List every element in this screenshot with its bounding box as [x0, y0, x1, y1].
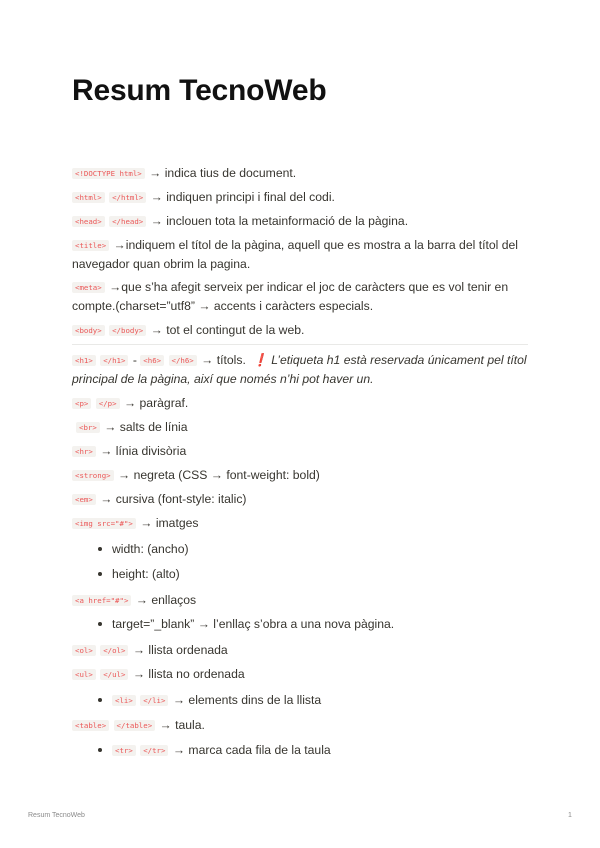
code-tag: <title> [72, 240, 109, 251]
code-tag: <hr> [72, 446, 96, 457]
code-tag: <html> [72, 192, 105, 203]
code-tag: </ol> [100, 645, 128, 656]
list-item: <ol> </ol> → llista ordenada [72, 641, 528, 660]
list-item: <ul> </ul> → llista no ordenada [72, 665, 528, 684]
list-item: <p> </p> → paràgraf. [72, 394, 528, 413]
list-item: <html> </html> → indiquen principi i final del codi. [72, 188, 528, 207]
list-item: <h1> </h1> - <h6> </h6> → títols. ❗ L’etiqueta h1 està reservada únicament pel títol principal de la pàgina, així que només n’hi pot haver un. [72, 353, 527, 386]
warning-icon: ❗ [252, 353, 268, 367]
code-tag: </body> [109, 325, 146, 336]
code-tag: <body> [72, 325, 105, 336]
code-tag: <!DOCTYPE html> [72, 168, 145, 179]
code-tag: </head> [109, 216, 146, 227]
code-tag: <h6> [140, 355, 164, 366]
divider [72, 344, 528, 345]
footer-title: Resum TecnoWeb [28, 812, 85, 819]
list-item: <a href="#"> → enllaços [72, 591, 528, 610]
list-item: <strong> → negreta (CSS → font-weight: bold) [72, 466, 528, 485]
bullet-item: target=”_blank” → l’enllaç s’obra a una nova pàgina. [112, 615, 528, 634]
code-tag: </tr> [140, 745, 168, 756]
bullet-item: <li> </li> → elements dins de la llista [112, 691, 528, 710]
code-tag: <meta> [72, 282, 105, 293]
code-tag: </table> [114, 720, 156, 731]
code-tag: <head> [72, 216, 105, 227]
page-number: 1 [568, 812, 572, 819]
code-tag: <h1> [72, 355, 96, 366]
list-item: <body> </body> → tot el contingut de la web. [72, 321, 528, 340]
list-item: <hr> → línia divisòria [72, 442, 528, 461]
code-tag: <br> [76, 422, 100, 433]
list-item: <img src="#"> → imatges [72, 514, 528, 533]
code-tag: <img src="#"> [72, 518, 136, 529]
code-tag: <strong> [72, 470, 114, 481]
list-item: <br> → salts de línia [76, 418, 532, 437]
code-tag: <ul> [72, 669, 96, 680]
code-tag: <li> [112, 695, 136, 706]
page-title: Resum TecnoWeb [72, 74, 327, 107]
note-text: L’etiqueta h1 està reservada únicament pel títol principal de la pàgina, així que només n’hi pot haver un. [72, 353, 527, 386]
bullet-item: <tr> </tr> → marca cada fila de la taula [112, 741, 528, 760]
code-tag: </h1> [100, 355, 128, 366]
list-item: <title> →indiquem el títol de la pàgina, aquell que es mostra a la barra del títol del navegador quan obrim la pagina. [72, 238, 519, 271]
code-tag: </html> [109, 192, 146, 203]
code-tag: <tr> [112, 745, 136, 756]
list-item: <head> </head> → inclouen tota la metainformació de la pàgina. [72, 212, 528, 231]
code-tag: <table> [72, 720, 109, 731]
list-item: <!DOCTYPE html> → indica tius de document. [72, 164, 528, 183]
code-tag: </li> [140, 695, 168, 706]
code-tag: </h6> [169, 355, 197, 366]
code-tag: <a href="#"> [72, 595, 131, 606]
code-tag: <em> [72, 494, 96, 505]
list-item: <meta> →que s’ha afegit serveix per indicar el joc de caràcters que es vol tenir en compte.(charset=”utf8” → accents i caràcters especials. [72, 280, 509, 313]
code-tag: <p> [72, 398, 91, 409]
code-tag: </p> [96, 398, 120, 409]
bullet-item: width: (ancho) [112, 540, 528, 559]
list-item: <em> → cursiva (font-style: italic) [72, 490, 528, 509]
code-tag: </ul> [100, 669, 128, 680]
code-tag: <ol> [72, 645, 96, 656]
bullet-item: height: (alto) [112, 565, 528, 584]
list-item: <table> </table> → taula. [72, 716, 528, 735]
